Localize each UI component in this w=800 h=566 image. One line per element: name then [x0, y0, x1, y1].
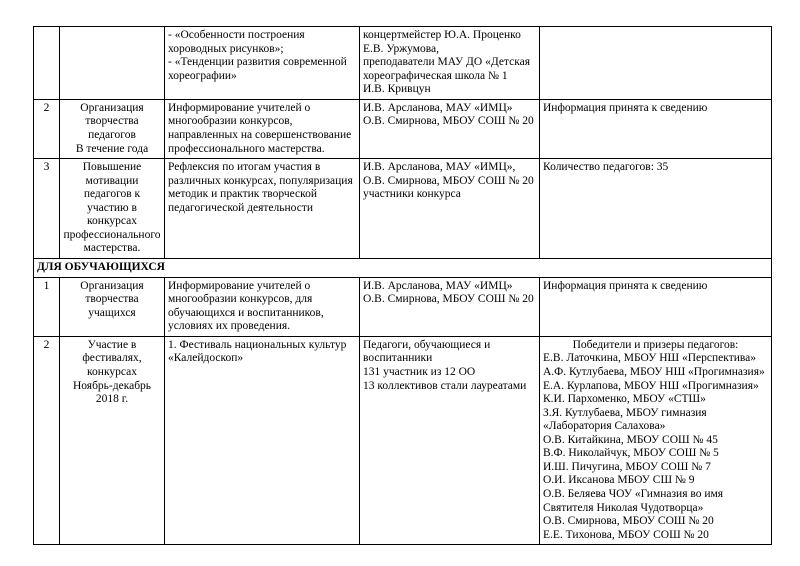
result-line: В.Ф. Николайчук, МБОУ СОШ № 5 [543, 447, 719, 460]
result-line: О.В. Китайкина, МБОУ СОШ № 45 [543, 433, 718, 446]
row-content-cell [165, 99, 360, 158]
content-line: Информирование учителей о многообразии конкурсов, для обучающихся и воспитанников, условиях их проведения. [168, 279, 324, 333]
content-line: - «Тенденции развития современной хореографии» [168, 56, 347, 82]
result-line: И.Ш. Пичугина, МБОУ СОШ № 7 [543, 460, 711, 473]
responsible-line: И.В. Арсланова, МАУ «ИМЦ» [363, 101, 513, 114]
row-name-line: Ноябрь-декабрь 2018 г. [72, 379, 152, 406]
table-row [34, 159, 772, 259]
responsible-line: И.В. Арсланова, МАУ «ИМЦ», [363, 161, 516, 174]
result-line: О.В. Беляева ЧОУ «Гимназия во имя Святителя Николая Чудотворца» [543, 488, 724, 514]
responsible-line: 131 участник из 12 ОО [363, 365, 476, 378]
row-result-cell [540, 336, 772, 544]
result-line: Количество педагогов: 35 [543, 161, 669, 174]
responsible-line: И.В. Кривцун [363, 83, 431, 96]
responsible-line: 13 коллективов стали лауреатами [363, 379, 527, 392]
row-number-cell: 2 [34, 336, 60, 544]
responsible-line: Е.В. Уржумова, [363, 42, 440, 55]
content-line: Информирование учителей о многообразии конкурсов, направленных на совершенствование профессионального мастерства. [168, 101, 352, 155]
row-responsible-cell [360, 159, 540, 259]
responsible-line: И.В. Арсланова, МАУ «ИМЦ» [363, 279, 513, 292]
row-responsible-cell [360, 99, 540, 158]
row-name-line: Организация творчества педагогов [80, 101, 144, 141]
responsible-line: концертмейстер Ю.А. Проценко [363, 29, 521, 41]
row-number-cell: 3 [34, 159, 60, 259]
table-row [34, 336, 772, 544]
row-name-cell [60, 99, 165, 158]
responsible-line: О.В. Смирнова, МБОУ СОШ № 20 [363, 293, 534, 306]
row-number-cell: 1 [34, 277, 60, 336]
row-name-cell [60, 277, 165, 336]
row-name-line: Организация творчества учащихся [80, 279, 144, 319]
row-name-cell [60, 159, 165, 259]
result-line: О.И. Иксанова МБОУ СШ № 9 [543, 474, 695, 487]
row-number-cell [34, 27, 60, 100]
row-responsible-cell [360, 336, 540, 544]
row-result-cell [540, 277, 772, 336]
row-content-cell [165, 27, 360, 100]
table-row [34, 27, 772, 100]
row-content-cell [165, 277, 360, 336]
result-line: К.И. Пархоменко, МБОУ «СТШ» [543, 393, 706, 406]
result-line: З.Я. Кутлубаева, МБОУ гимназия «Лаборатория Салахова» [543, 406, 707, 433]
responsible-line: преподаватели МАУ ДО «Детская хореографическая школа № 1 [363, 56, 530, 82]
schedule-table [33, 26, 772, 545]
section-header-label: ДЛЯ ОБУЧАЮЩИХСЯ [34, 259, 772, 278]
section-header-row [34, 259, 772, 278]
row-content-cell [165, 336, 360, 544]
responsible-line: О.В. Смирнова, МБОУ СОШ № 20 [363, 115, 534, 128]
row-result-cell [540, 159, 772, 259]
table-row [34, 99, 772, 158]
row-name-line: Участие в фестивалях, конкурсах [82, 338, 142, 378]
row-name-line: В течение года [75, 142, 149, 155]
responsible-line: Педагоги, обучающиеся и воспитанники [363, 338, 491, 365]
result-title: Победители и призеры педагогов: [572, 338, 739, 351]
result-line: О.В. Смирнова, МБОУ СОШ № 20 [543, 515, 714, 528]
row-number-cell: 2 [34, 99, 60, 158]
row-content-cell [165, 159, 360, 259]
row-result-cell [540, 27, 772, 100]
content-line: Рефлексия по итогам участия в различных конкурсах, популяризация методик и практик творческой педагогической деятельности [168, 161, 353, 214]
table-row [34, 277, 772, 336]
content-line: - «Особенности построения хороводных рисунков»; [168, 29, 305, 55]
row-responsible-cell [360, 277, 540, 336]
result-line: Е.А. Курлапова, МБОУ НШ «Прогимназия» [543, 379, 759, 392]
result-line: Е.Е. Тихонова, МБОУ СОШ № 20 [543, 528, 709, 541]
row-name-line: Повышение мотивации педагогов к участию в конкурсах профессионального мастерства. [63, 161, 161, 255]
result-line: А.Ф. Кутлубаева, МБОУ НШ «Прогимназия» [543, 365, 765, 378]
row-name-cell [60, 336, 165, 544]
row-responsible-cell [360, 27, 540, 100]
row-result-cell [540, 99, 772, 158]
row-name-cell [60, 27, 165, 100]
result-line: Е.В. Латочкина, МБОУ НШ «Перспектива» [543, 352, 757, 365]
result-line: Информация принята к сведению [543, 101, 708, 114]
result-line: Информация принята к сведению [543, 279, 708, 292]
responsible-line: участники конкурса [363, 188, 461, 201]
responsible-line: О.В. Смирнова, МБОУ СОШ № 20 [363, 174, 534, 187]
content-line: 1. Фестиваль национальных культур «Калейдоскоп» [168, 338, 347, 365]
